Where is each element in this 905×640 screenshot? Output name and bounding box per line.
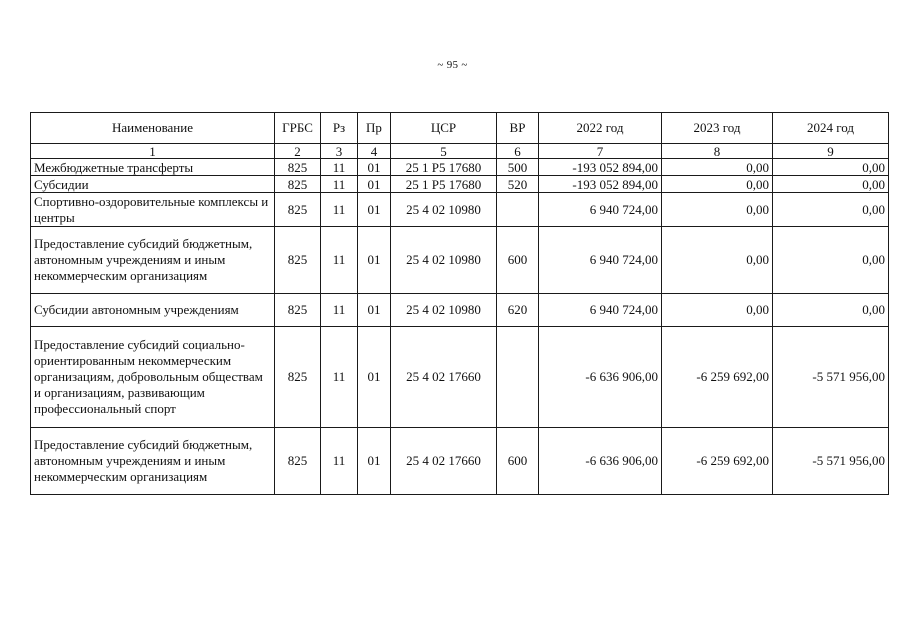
row-vr: 600: [497, 428, 539, 495]
row-2023: -6 259 692,00: [662, 428, 773, 495]
row-2023: 0,00: [662, 176, 773, 193]
row-2024: 0,00: [773, 176, 889, 193]
header-rz: Рз: [321, 113, 358, 144]
header-2024: 2024 год: [773, 113, 889, 144]
table-row: [31, 176, 889, 193]
row-2022: 6 940 724,00: [539, 193, 662, 227]
header-name: Наименование: [31, 113, 275, 144]
table-row: [31, 227, 889, 294]
row-csr: 25 1 P5 17680: [391, 159, 497, 176]
column-number: 4: [358, 144, 391, 159]
row-2022: -193 052 894,00: [539, 176, 662, 193]
row-rz: 11: [321, 227, 358, 294]
row-2022: -193 052 894,00: [539, 159, 662, 176]
row-name: Предоставление субсидий бюджетным, автономным учреждениям и иным некоммерческим организациям: [31, 428, 275, 495]
column-number: 5: [391, 144, 497, 159]
row-2022: -6 636 906,00: [539, 327, 662, 428]
row-pr: 01: [358, 193, 391, 227]
table-row: [31, 428, 889, 495]
row-csr: 25 4 02 10980: [391, 227, 497, 294]
table-row: [31, 193, 889, 227]
row-grbs: 825: [275, 193, 321, 227]
row-vr: [497, 193, 539, 227]
row-vr: 500: [497, 159, 539, 176]
row-rz: 11: [321, 193, 358, 227]
table-header-row: [31, 113, 889, 144]
row-rz: 11: [321, 428, 358, 495]
table-row: [31, 159, 889, 176]
column-number: 6: [497, 144, 539, 159]
row-csr: 25 1 P5 17680: [391, 176, 497, 193]
row-rz: 11: [321, 159, 358, 176]
column-number: 3: [321, 144, 358, 159]
header-csr: ЦСР: [391, 113, 497, 144]
row-rz: 11: [321, 294, 358, 327]
row-2023: -6 259 692,00: [662, 327, 773, 428]
page-number: ~ 95 ~: [437, 59, 468, 71]
row-2023: 0,00: [662, 193, 773, 227]
header-grbs: ГРБС: [275, 113, 321, 144]
row-2024: -5 571 956,00: [773, 428, 889, 495]
row-grbs: 825: [275, 176, 321, 193]
row-grbs: 825: [275, 159, 321, 176]
column-number: 7: [539, 144, 662, 159]
row-pr: 01: [358, 327, 391, 428]
row-rz: 11: [321, 327, 358, 428]
column-number: 2: [275, 144, 321, 159]
row-2022: 6 940 724,00: [539, 227, 662, 294]
row-vr: 520: [497, 176, 539, 193]
column-number: 9: [773, 144, 889, 159]
row-pr: 01: [358, 227, 391, 294]
row-vr: [497, 327, 539, 428]
row-name: Субсидии: [31, 176, 275, 193]
row-name: Предоставление субсидий социально-ориентированным некоммерческим организациям, добровольным обществам и организациям, развивающим профессиональный спорт: [31, 327, 275, 428]
row-2023: 0,00: [662, 227, 773, 294]
row-2023: 0,00: [662, 159, 773, 176]
row-2023: 0,00: [662, 294, 773, 327]
table-row: [31, 294, 889, 327]
header-vr: ВР: [497, 113, 539, 144]
row-2024: 0,00: [773, 159, 889, 176]
row-pr: 01: [358, 294, 391, 327]
row-name: Межбюджетные трансферты: [31, 159, 275, 176]
row-2024: 0,00: [773, 227, 889, 294]
row-grbs: 825: [275, 294, 321, 327]
row-grbs: 825: [275, 428, 321, 495]
header-2023: 2023 год: [662, 113, 773, 144]
row-csr: 25 4 02 17660: [391, 428, 497, 495]
row-2022: -6 636 906,00: [539, 428, 662, 495]
row-2024: -5 571 956,00: [773, 327, 889, 428]
row-pr: 01: [358, 428, 391, 495]
header-pr: Пр: [358, 113, 391, 144]
header-2022: 2022 год: [539, 113, 662, 144]
row-pr: 01: [358, 159, 391, 176]
row-grbs: 825: [275, 227, 321, 294]
row-2022: 6 940 724,00: [539, 294, 662, 327]
row-name: Спортивно-оздоровительные комплексы и центры: [31, 193, 275, 227]
row-grbs: 825: [275, 327, 321, 428]
row-vr: 600: [497, 227, 539, 294]
row-pr: 01: [358, 176, 391, 193]
column-number: 1: [31, 144, 275, 159]
row-csr: 25 4 02 17660: [391, 327, 497, 428]
row-name: Субсидии автономным учреждениям: [31, 294, 275, 327]
row-2024: 0,00: [773, 193, 889, 227]
row-vr: 620: [497, 294, 539, 327]
table-row: [31, 327, 889, 428]
row-rz: 11: [321, 176, 358, 193]
column-number: 8: [662, 144, 773, 159]
row-2024: 0,00: [773, 294, 889, 327]
row-name: Предоставление субсидий бюджетным, автономным учреждениям и иным некоммерческим организациям: [31, 227, 275, 294]
column-number-row: [31, 144, 889, 159]
budget-table: [30, 112, 889, 495]
row-csr: 25 4 02 10980: [391, 193, 497, 227]
row-csr: 25 4 02 10980: [391, 294, 497, 327]
